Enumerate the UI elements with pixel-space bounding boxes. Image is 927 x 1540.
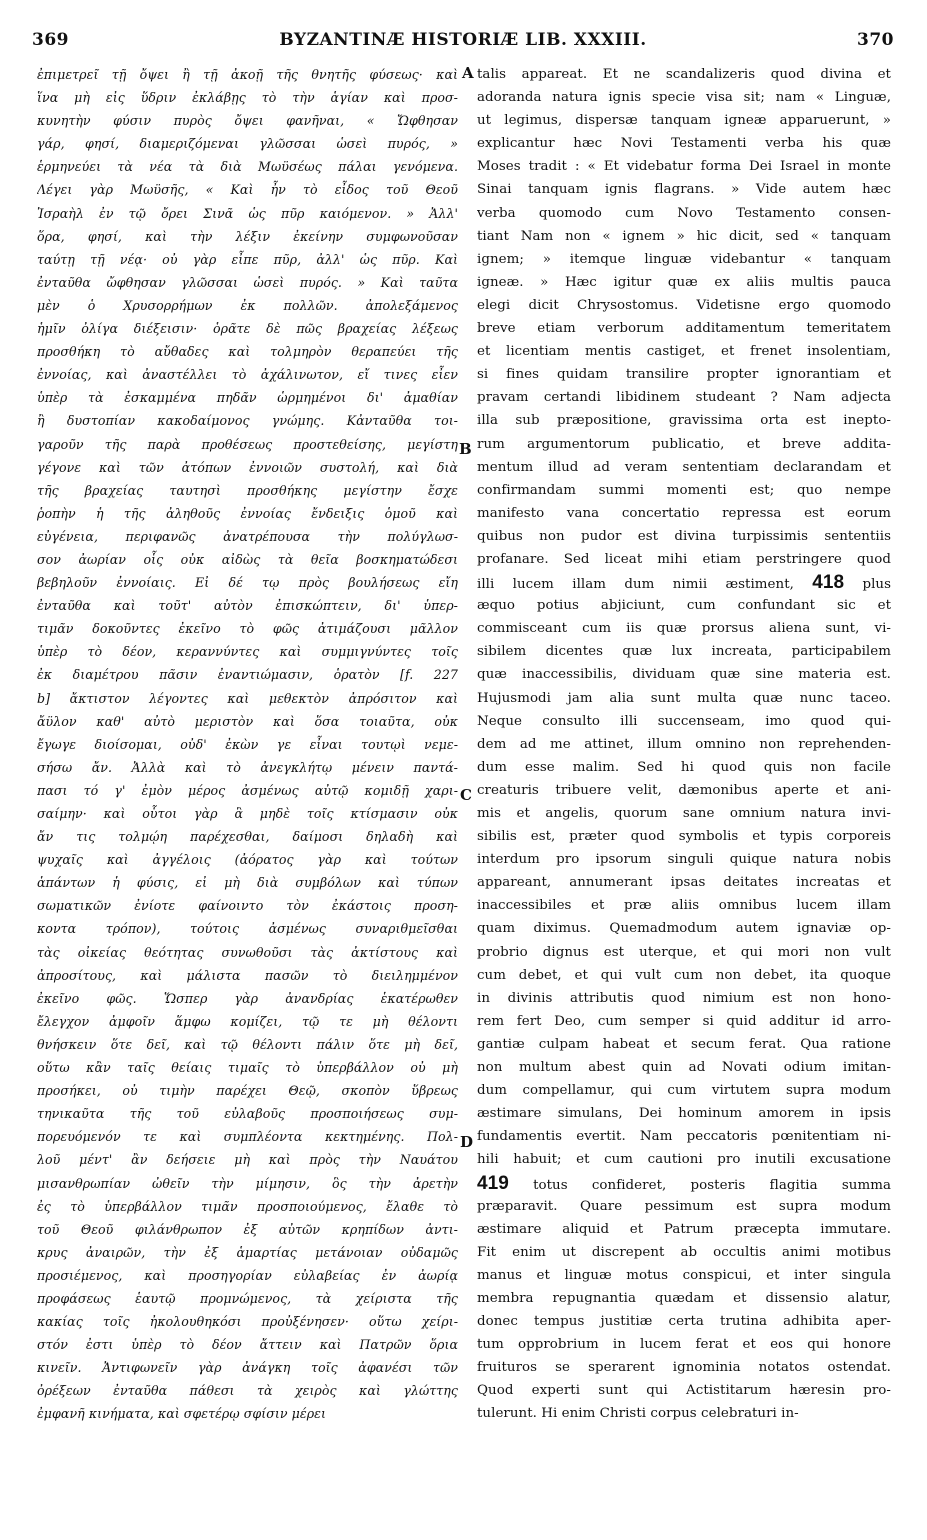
greek-text-line: ἔγωγε διοίσομαι, οὐδ' ἐκὼν γε εἶναι τουτῳὶ νεμε- xyxy=(37,736,458,752)
latin-text-line: appareant, annumerant ipsas deitates increatas et xyxy=(477,875,891,891)
latin-text-line: in divinis attributis quod nimium est non hono- xyxy=(477,990,891,1006)
greek-text-line: ἄν τις τολμῴη παρέχεσθαι, δαίμοσι δηλαδὴ καὶ xyxy=(37,829,458,845)
latin-text-line: inaccessibiles et præ aliis omnibus lucem illam xyxy=(477,898,891,914)
greek-text-line: ἔλεγχον ἀμφοῖν ἅμφω κομίζει, τῷ τε μὴ θέλοντι xyxy=(37,1013,458,1029)
greek-text-line: κυνητὴν φύσιν πυρὸς ὄψει φανῆναι, « Ὤφθησαν xyxy=(37,113,458,129)
greek-text-line: προσθήκη τὸ αὔθαδες καὶ τολμηρὸν θεραπεύει τῆς xyxy=(37,344,458,360)
latin-text-line: gantiæ culpam habeat et secum ferat. Qua ratione xyxy=(477,1036,891,1052)
margin-marker-c: C xyxy=(460,786,472,804)
latin-text-line: donec tempus justitiæ certa trutina adhibita aper- xyxy=(477,1314,891,1330)
running-header xyxy=(32,30,894,60)
latin-text-line: non multum abest quin ad Novati odium imitan- xyxy=(477,1060,891,1076)
latin-text-line: Quod experti sunt qui Actistitarum hæresin pro- xyxy=(477,1383,891,1399)
latin-text-line: talis appareat. Et ne scandalizeris quod divina et xyxy=(477,67,891,82)
greek-text-line: τιμᾶν δοκοῦντες ἐκεῖνο τὸ φῶς ἀτιμάζουσι μᾶλλον xyxy=(37,621,458,637)
latin-text-line: elegi dicit Chrysostomus. Videtisne ergo quomodo xyxy=(477,297,891,313)
greek-text-line: ὑπὲρ τὸ δέον, κεραννύντες καὶ συμμιγνύντες τοῖς xyxy=(37,644,458,660)
greek-text-line: ἐνταῦθα καὶ τοῦτ' αὐτὸν ἐπισκώπτειν, δι' ὑπερ- xyxy=(37,598,458,614)
greek-text-line: σωματικῶν ἐνίοτε φαίνοιντο τὸν ἐκάστοις προση- xyxy=(37,898,458,914)
latin-text-line: rum argumentorum publicatio, et breve addita- xyxy=(477,436,891,452)
greek-text-line: ἐκ διαμέτρου πᾶσιν ἐναντιώμασιν, ὁρατὸν [f. 227 xyxy=(37,667,458,683)
page-number-right: 370 xyxy=(857,30,894,50)
greek-text-line: ῥοπὴν ἡ τῆς ἀληθοῦς ἐννοίας ἔνδειξις ὁμοῦ καὶ xyxy=(37,505,458,521)
greek-text-line: b] ἄκτιστον λέγοντες καὶ μεθεκτὸν ἀπρόσιτον καὶ xyxy=(37,690,458,706)
latin-text-line: æquo potius abjiciunt, cum confundant sic et xyxy=(477,598,891,614)
latin-text-line: si fines quidam transilire propter ignorantiam et xyxy=(477,367,891,383)
greek-text-line: ἐς τὸ ὑπερβάλλον τιμᾶν προσποιούμενος, ἔλαθε τὸ xyxy=(37,1198,458,1214)
latin-text-line: mentum illud ad veram sententiam declarandam et xyxy=(477,459,891,475)
greek-text-line: θνήσκειν ὅτε δεῖ, καὶ τῷ θέλοντι πάλιν ὅτε μὴ δεῖ, xyxy=(37,1036,458,1052)
greek-text-line: ὑπὲρ τὰ ἐσκαμμένα πηδᾶν ὡρμημένοι δι' ἀμαθίαν xyxy=(37,390,458,406)
latin-text-line: mis et angelis, quorum sane omnium natura invi- xyxy=(477,806,891,821)
greek-text-line: τοῦ Θεοῦ φιλάνθρωπον ἐξ αὐτῶν κρηπίδων ἀντι- xyxy=(37,1221,458,1237)
latin-text-line: creaturis tribuere velit, dæmonibus aperte et ani- xyxy=(477,782,891,798)
latin-text-line: ignem; » itemque linguæ videbantur « tanquam xyxy=(477,251,891,267)
greek-text-line: βεβηλοῦν ἐννοίαις. Εἰ δέ τῳ πρὸς βουλήσεως εἴη xyxy=(37,575,458,591)
latin-text-line: probrio dignus est uterque, et qui mori non vult xyxy=(477,944,891,960)
greek-text-line: Λέγει γὰρ Μωϋσῆς, « Καὶ ἦν τὸ εἶδος τοῦ Θεοῦ xyxy=(37,182,458,198)
latin-text-line: commisceant cum iis quæ prorsus aliena sunt, vi- xyxy=(477,621,891,637)
column-page-number: 419 xyxy=(477,1172,509,1194)
latin-text-line: breve etiam verborum additamentum temeritatem xyxy=(477,321,891,337)
latin-text-line: fruituros se sperarent ignominia notatos ostendat. xyxy=(477,1360,891,1376)
latin-text-line: illa sub præpositione, gravissima orta est inepto- xyxy=(477,413,891,429)
running-title: BYZANTINÆ HISTORIÆ LIB. XXXIII. xyxy=(279,30,647,50)
latin-text-line: fundamentis evertit. Nam peccatoris pœnitentiam ni- xyxy=(477,1129,891,1145)
latin-text-line: tulerunt. Hi enim Christi corpus celebraturi in- xyxy=(477,1406,799,1422)
greek-text-line: ἵνα μὴ εἰς ὕδριν ἐκλάβῃς τὸ τὴν ἁγίαν καὶ προσ- xyxy=(37,90,458,106)
greek-text-line: ἄϋλον καθ' αὐτὸ μεριστὸν καὶ ὅσα τοιαῦτα, οὐκ xyxy=(37,713,458,729)
latin-text-column xyxy=(477,63,891,1426)
greek-text-line: γάρ, φησί, διαμεριζόμεναι γλῶσσαι ὡσεὶ πυρός, » xyxy=(37,136,458,152)
greek-text-line: γέγονε καὶ τῶν ἀτόπων ἐννοιῶν συστολή, καὶ διὰ xyxy=(37,459,458,475)
greek-text-line: ἐπιμετρεῖ τῇ ὄψει ἢ τῇ ἀκοῇ τῆς θνητῆς φύσεως· καὶ xyxy=(37,67,458,82)
greek-text-line: Ἰσραὴλ ἐν τῷ ὄρει Σινᾶ ὡς πῦρ καιόμενον. » Ἀλλ' xyxy=(37,205,458,221)
latin-text-line: profanare. Sed liceat mihi etiam perstringere quod xyxy=(477,551,891,567)
latin-text-line: æstimare simulans, Dei hominum amorem in ipsis xyxy=(477,1106,891,1122)
greek-text-line: πορευόμενόν τε καὶ συμπλέοντα κεκτημένης. Πολ- xyxy=(37,1129,458,1145)
greek-text-line: ἢ δυστοπίαν κακοδαίμονος γνώμης. Κἀνταῦθα τοι- xyxy=(37,413,458,429)
greek-text-line: πασι τό γ' ἐμὸν μέρος ἀσμένως αὐτῷ κομιδῇ χαρι- xyxy=(37,782,458,798)
latin-text-line: igneæ. » Hæc igitur quæ ex aliis multis pauca xyxy=(477,274,891,290)
latin-text-line: adoranda natura ignis specie visa sit; nam « Linguæ, xyxy=(477,90,891,106)
latin-text-line: membra repugnantia quædam et dissensio alatur, xyxy=(477,1290,891,1306)
greek-text-line: ψυχαῖς καὶ ἀγγέλοις (ἀόρατος γὰρ καὶ τούτων xyxy=(37,852,458,868)
greek-text-line: σον ἀωρίαν οἷς οὐκ αἰδὼς τὰ θεῖα βοσκηματώδεσι xyxy=(37,551,458,567)
greek-text-line: ὀρέξεων ἐνταῦθα πάθεσι τὰ χειρὸς καὶ γλώττης xyxy=(37,1383,458,1399)
latin-text-line: cum debet, et qui vult cum non debet, ita quoque xyxy=(477,967,891,983)
greek-text-line: τῆς βραχείας ταυτησὶ προσθήκης μεγίστην ἔσχε xyxy=(37,482,458,498)
greek-text-line: κακίας τοῖς ἠκολουθηκόσι προὐξένησεν· οὕτω χείρι- xyxy=(37,1314,458,1330)
greek-text-line: ἀπροσίτους, καὶ μάλιστα πασῶν τὸ διειλημμένον xyxy=(37,967,458,983)
latin-text-line: manus et linguæ motus conspicui, et inter singula xyxy=(477,1267,891,1283)
page-number-left: 369 xyxy=(32,30,69,50)
greek-text-line: ἐνταῦθα ὤφθησαν γλῶσσαι ὡσεὶ πυρός. » Καὶ ταῦτα xyxy=(37,274,458,290)
latin-text-line: dum esse malim. Sed hi quod quis non facile xyxy=(477,759,891,775)
greek-text-line: ὅρα, φησί, καὶ τὴν λέξιν ἐκείνην συμφωνοῦσαν xyxy=(37,228,458,244)
greek-text-line: ἐννοίας, καὶ ἀναστέλλει τὸ ἀχάλινωτον, εἴ τινες εἶεν xyxy=(37,367,458,383)
column-page-number: 418 xyxy=(812,572,845,594)
greek-text-line: κοντα τρόπον), τούτοις ἀσμένως συναριθμεῖσθαι xyxy=(37,921,458,937)
latin-text-line: illi lucem illam dum nimii æstiment, 418 plus xyxy=(477,572,891,594)
greek-text-line: οὕτω κἂν ταῖς θείαις τιμαῖς τὸ ὑπερβάλλον οὐ μὴ xyxy=(37,1060,458,1076)
greek-text-line: μὲν ὁ Χρυσορρήμων ἐκ πολλῶν. ἀπολεξάμενος xyxy=(37,297,458,313)
greek-text-line: ταύτῃ τῇ νέᾳ· οὐ γὰρ εἶπε πῦρ, ἀλλ' ὡς πῦρ. Καὶ xyxy=(37,251,458,267)
latin-text-line: verba quomodo cum Novo Testamento consen- xyxy=(477,205,891,221)
greek-text-line: στόν ἐστι ὑπὲρ τὸ δέον ἄττειν καὶ Πατρῶν ὅρια xyxy=(37,1337,458,1353)
latin-text-line: sibilem dicentes quæ lux increata, participabilem xyxy=(477,644,891,660)
greek-text-line: ἁπάντων ἡ φύσις, εἰ μὴ διὰ συμβόλων καὶ τύπων xyxy=(37,875,458,891)
latin-text-line: confirmandam summi momenti est; quo nempe xyxy=(477,482,891,498)
greek-text-line: μισανθρωπίαν ὠθεῖν τὴν μίμησιν, ὃς τὴν ἀρετὴν xyxy=(37,1175,458,1191)
latin-text-line: 419 totus confideret, posteris flagitia summa xyxy=(477,1172,891,1194)
latin-text-line: æstimare aliquid et Patrum præcepta immutare. xyxy=(477,1221,891,1237)
latin-text-line: manifesto vana concertatio repressa est eorum xyxy=(477,505,891,521)
margin-marker-a: A xyxy=(462,64,474,82)
latin-text-line: sibilis est, præter quod symbolis et typis corporeis xyxy=(477,829,891,845)
greek-text-line: σήσω ἄν. Ἀλλὰ καὶ τὸ ἀνεγκλήτῳ μένειν παντά- xyxy=(37,759,458,775)
greek-text-line: προσιέμενος, καὶ προσηγορίαν εὐλαβείας ἐν ἀωρίᾳ xyxy=(37,1267,458,1283)
latin-text-line: Hujusmodi jam alia sunt multa quæ nunc taceo. xyxy=(477,690,891,706)
greek-text-line: ἐκεῖνο φῶς. Ὥσπερ γὰρ ἀνανδρίας ἑκατέρωθεν xyxy=(37,990,458,1006)
latin-text-line: præparavit. Quare pessimum est supra modum xyxy=(477,1198,891,1214)
latin-text-line: hili habuit; et cum cautioni pro inutili excusatione xyxy=(477,1152,891,1168)
latin-text-line: Fit enim ut discrepent ab occultis animi motibus xyxy=(477,1244,891,1260)
greek-text-line: προσήκει, οὐ τιμὴν παρέχει Θεῷ, σκοπὸν ὕβρεως xyxy=(37,1083,458,1099)
greek-text-line: γαροῦν τῆς παρὰ προθέσεως προστεθείσης, μεγίστη xyxy=(37,436,458,452)
margin-marker-d: D xyxy=(460,1133,474,1151)
latin-text-line: quam diximus. Quemadmodum autem ignaviæ op- xyxy=(477,921,891,937)
latin-text-line: Moses tradit : « Et videbatur forma Dei Israel in monte xyxy=(477,159,891,175)
greek-text-line: κρυς ἀναιρῶν, τὴν ἐξ ἁμαρτίας μετάνοιαν οὐδαμῶς xyxy=(37,1244,458,1260)
latin-text-line: dem ad me attinet, illum omnino non reprehenden- xyxy=(477,736,891,752)
greek-text-line: κινεῖν. Ἀντιφωνεῖν γὰρ ἀνάγκη τοῖς ἀφανέσι τῶν xyxy=(37,1360,458,1376)
latin-text-line: interdum pro ipsorum singuli quique natura nobis xyxy=(477,852,891,868)
latin-text-line: rem fert Deo, cum semper si quid additur id arro- xyxy=(477,1013,891,1029)
greek-text-line: ἐμφανῆ κινήματα, καὶ σφετέρῳ σφίσιν μέρει xyxy=(37,1406,326,1422)
latin-text-line: Sinai tanquam ignis flagrans. » Vide autem hæc xyxy=(477,182,891,198)
greek-text-line: τὰς οἰκείας θεότητας συνωθοῦσι τὰς ἀκτίστους καὶ xyxy=(37,944,458,960)
latin-text-line: explicantur hæc Novi Testamenti verba his quæ xyxy=(477,136,891,152)
latin-text-line: quibus non pudor est divina turpissimis sententiis xyxy=(477,528,891,544)
latin-text-line: tum opprobrium in lucem ferat et eos qui honore xyxy=(477,1337,891,1353)
greek-text-line: λοῦ μέντ' ἂν δεήσειε μὴ καὶ πρὸς τὴν Ναυάτου xyxy=(37,1152,458,1168)
greek-text-column xyxy=(37,63,458,1426)
latin-text-line: tiant Nam non « ignem » hic dicit, sed « tanquam xyxy=(477,228,891,244)
greek-text-line: σαίμην· καὶ οὗτοι γὰρ ἃ μηδὲ τοῖς κτίσμασιν οὐκ xyxy=(37,806,458,821)
greek-text-line: τηνικαῦτα τῆς τοῦ εὐλαβοῦς προσποιήσεως συμ- xyxy=(37,1106,458,1122)
greek-text-line: προφάσεως ἑαυτῷ προμνώμενος, τὰ χείριστα τῆς xyxy=(37,1290,458,1306)
greek-text-line: ἑρμηνεύει τὰ νέα τὰ διὰ Μωϋσέως πάλαι γενόμενα. xyxy=(37,159,458,175)
greek-text-line: εὐγένεια, περιφανῶς ἀνατρέπουσα τὴν πολύγλωσ- xyxy=(37,528,458,544)
greek-text-line: ἡμῖν ὀλίγα διέξεισιν· ὁρᾶτε δὲ πῶς βραχείας λέξεως xyxy=(37,321,458,337)
latin-text-line: pravam certandi libidinem studeant ? Nam adjecta xyxy=(477,390,891,406)
latin-text-line: dum compellamur, qui cum virtutem supra modum xyxy=(477,1083,891,1099)
latin-text-line: Neque consulto illi succenseam, imo quod qui- xyxy=(477,713,891,729)
latin-text-line: quæ inaccessibilis, dividuam quæ sine materia est. xyxy=(477,667,891,683)
latin-text-line: et licentiam mentis castiget, et frenet insolentiam, xyxy=(477,344,891,360)
latin-text-line: ut legimus, dispersæ tanquam igneæ apparuerunt, » xyxy=(477,113,891,129)
margin-marker-b: B xyxy=(459,440,472,458)
